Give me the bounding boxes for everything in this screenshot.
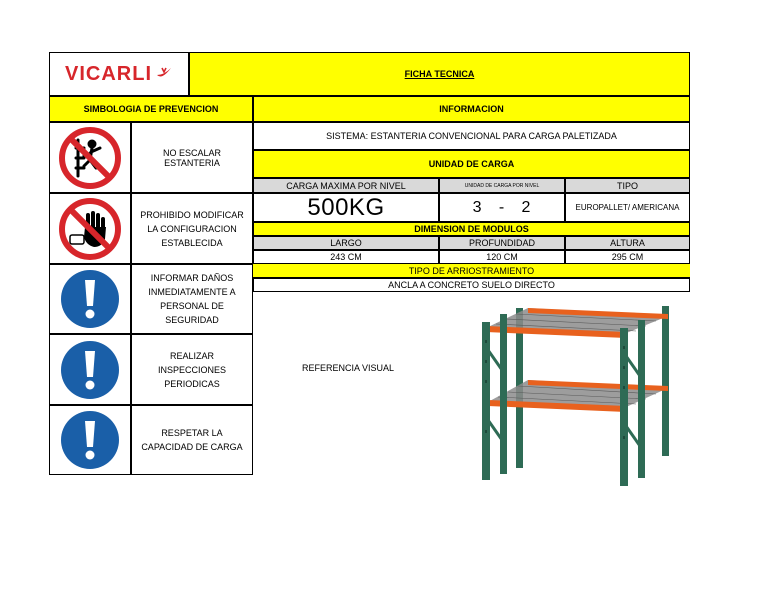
brand-logo bbox=[65, 63, 173, 86]
system-description: SISTEMA: ESTANTERIA CONVENCIONAL PARA CARGA PALETIZADA bbox=[253, 122, 690, 150]
dimensions-heading: DIMENSION DE MODULOS bbox=[253, 222, 690, 236]
col-units-per-level: UNIDAD DE CARGA POR NIVEL bbox=[439, 178, 565, 193]
logo-swoosh-icon bbox=[155, 66, 173, 82]
rack-illustration bbox=[476, 300, 676, 488]
load-unit-heading: UNIDAD DE CARGA bbox=[253, 150, 690, 178]
visual-reference-label: REFERENCIA VISUAL bbox=[302, 363, 395, 373]
col-depth: PROFUNDIDAD bbox=[439, 236, 565, 250]
logo-text: VICARLI bbox=[65, 62, 152, 85]
sign-label: INFORMAR DAÑOS INMEDIATAMENTE A PERSONAL DE SEGURIDAD bbox=[131, 264, 253, 334]
depth-value: 120 CM bbox=[439, 250, 565, 264]
sign-cell bbox=[49, 193, 131, 264]
sign-label: PROHIBIDO MODIFICAR LA CONFIGURACION ESTABLECIDA bbox=[131, 193, 253, 264]
max-load-value: 500KG bbox=[253, 193, 439, 222]
sign-cell bbox=[49, 334, 131, 405]
no-modify-icon bbox=[58, 197, 122, 261]
info-heading: INFORMACION bbox=[253, 96, 690, 122]
length-value: 243 CM bbox=[253, 250, 439, 264]
units-per-level-value: 3 - 2 bbox=[439, 193, 565, 222]
height-value: 295 CM bbox=[565, 250, 690, 264]
sign-cell bbox=[49, 264, 131, 334]
bracing-value: ANCLA A CONCRETO SUELO DIRECTO bbox=[253, 278, 690, 292]
pallet-rack-image bbox=[476, 300, 676, 488]
sign-cell bbox=[49, 405, 131, 475]
col-type: TIPO bbox=[565, 178, 690, 193]
sign-label: REALIZAR INSPECCIONES PERIODICAS bbox=[131, 334, 253, 405]
exclamation-icon bbox=[59, 268, 121, 330]
prevention-heading: SIMBOLOGIA DE PREVENCION bbox=[49, 96, 253, 122]
logo-cell bbox=[49, 52, 189, 96]
col-height: ALTURA bbox=[565, 236, 690, 250]
col-max-load: CARGA MAXIMA POR NIVEL bbox=[253, 178, 439, 193]
exclamation-icon bbox=[59, 339, 121, 401]
exclamation-icon bbox=[59, 409, 121, 471]
page-title: FICHA TECNICA bbox=[189, 52, 690, 96]
col-length: LARGO bbox=[253, 236, 439, 250]
no-climbing-icon bbox=[58, 126, 122, 190]
bracing-heading: TIPO DE ARRIOSTRAMIENTO bbox=[253, 264, 690, 278]
sign-cell bbox=[49, 122, 131, 193]
sign-label: NO ESCALAR ESTANTERIA bbox=[131, 122, 253, 193]
type-value: EUROPALLET/ AMERICANA bbox=[565, 193, 690, 222]
sign-label: RESPETAR LA CAPACIDAD DE CARGA bbox=[131, 405, 253, 475]
